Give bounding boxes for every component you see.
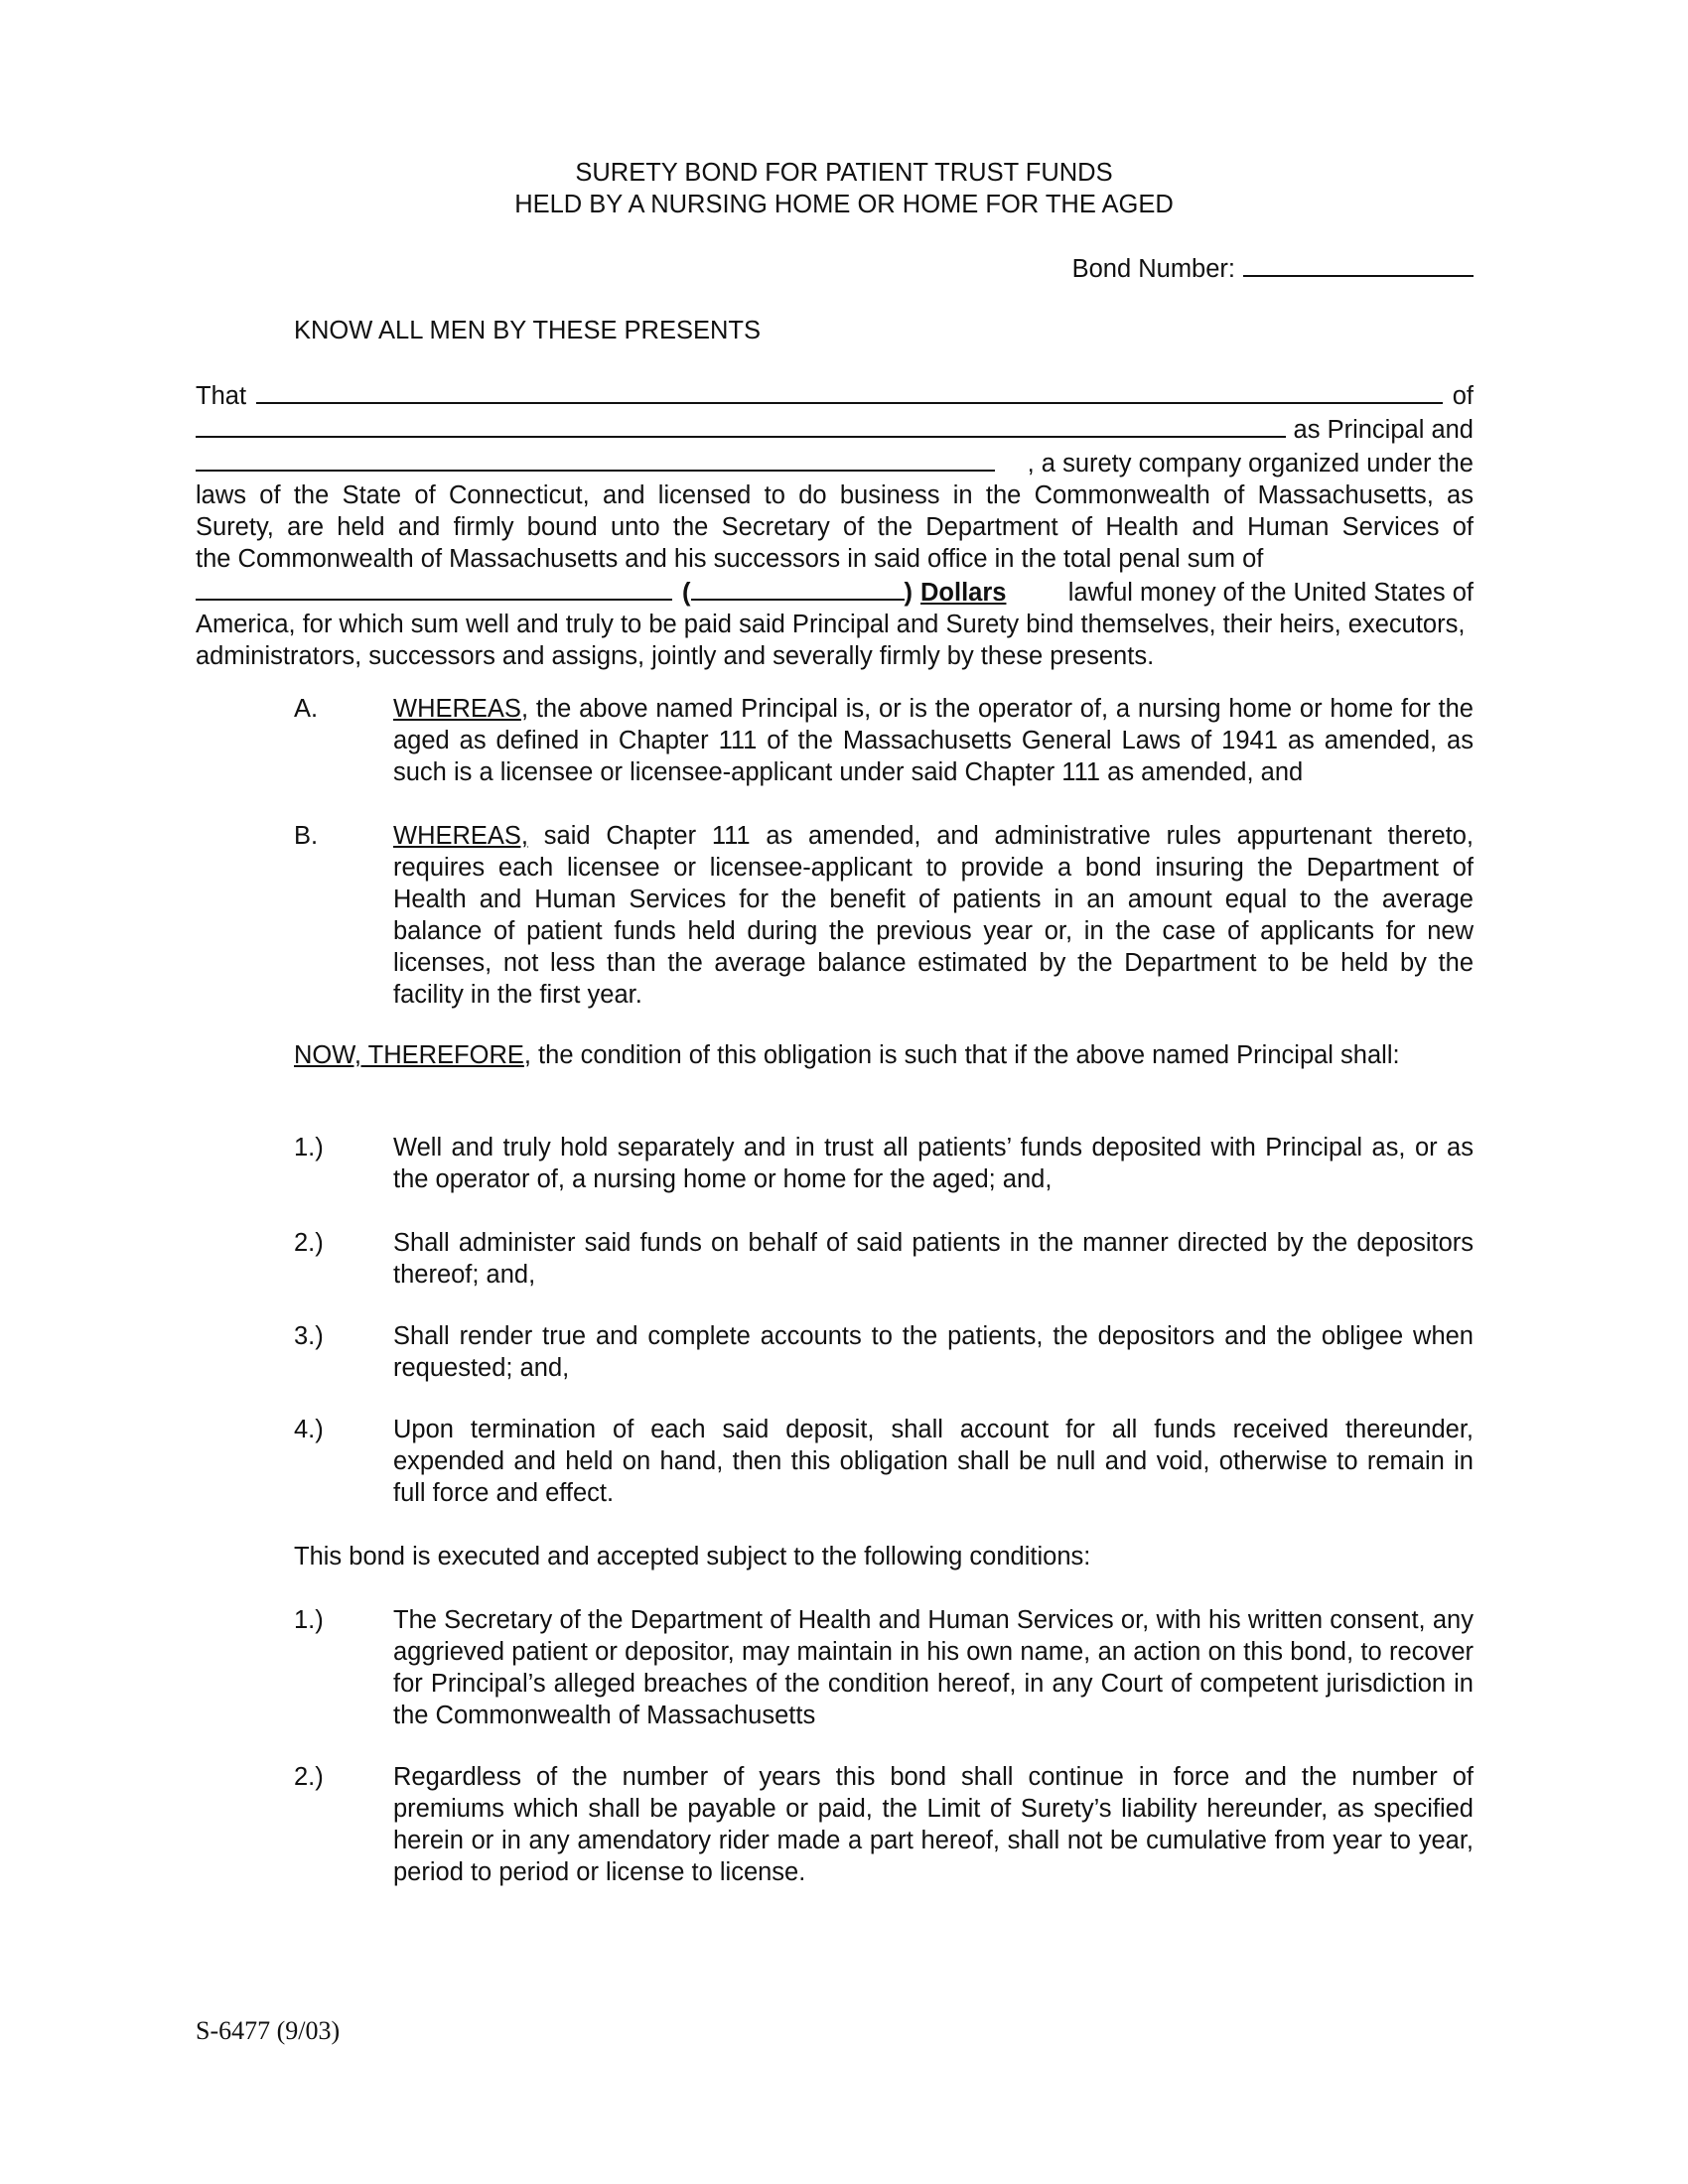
condition-item <box>294 1414 1474 1509</box>
lawful-money-label: lawful money of the United States of <box>1067 579 1474 607</box>
surety-company-label: , a surety company organized under the <box>1027 450 1474 478</box>
now-therefore-text: , the condition of this obligation is such that if the above named Principal shall: <box>523 1041 1400 1069</box>
intro-line: laws of the State of Connecticut, and licensed to do business in the Commonwealth of Massachusetts, as <box>196 481 1474 509</box>
item-text: Well and truly hold separately and in trust all patients’ funds deposited with Principal as, or as the operator of, a nursing home or home for the aged; and, <box>393 1134 1474 1193</box>
item-label: 1.) <box>294 1606 324 1634</box>
item-text: Upon termination of each said deposit, shall account for all funds received thereunder, expended and held on hand, then this obligation shall be null and void, otherwise to remain in full force and effect. <box>393 1416 1474 1507</box>
of-label: of <box>1452 382 1474 410</box>
intro-line: the Commonwealth of Massachusetts and his successors in said office in the total penal sum of <box>196 545 1264 573</box>
title-line: HELD BY A NURSING HOME OR HOME FOR THE AGED <box>514 191 1174 218</box>
that-label: That <box>196 382 247 410</box>
item-label: 2.) <box>294 1229 324 1257</box>
bond-number-field <box>1072 251 1474 285</box>
intro-paragraph <box>196 378 1474 672</box>
paren-open: ( <box>682 579 691 607</box>
item-label: A. <box>294 695 319 723</box>
subject-condition-item <box>294 1604 1474 1731</box>
subject-condition-item <box>294 1761 1474 1888</box>
item-label: 4.) <box>294 1416 324 1443</box>
document-title <box>0 157 1688 220</box>
dollars-label: Dollars <box>920 579 1007 607</box>
subject-intro: This bond is executed and accepted subject to the following conditions: <box>294 1543 1091 1570</box>
condition-item <box>294 1227 1474 1291</box>
paren-close: ) <box>904 579 913 607</box>
condition-item <box>294 1320 1474 1384</box>
item-text: Shall render true and complete accounts to the patients, the depositors and the obligee when requested; and, <box>393 1322 1474 1382</box>
principal-name-blank[interactable] <box>256 378 1443 404</box>
whereas-text: said Chapter 111 as amended, and administrative rules appurtenant thereto, requires each licensee or licensee-applicant to provide a bond insuring the Department of Health and Human Services for the benefit of patients in an amount equal to the average balance of patient funds held during the previous year or, in the case of applicants for new licenses, not less than the average balance estimated by the Department to be held by the facility in the first year. <box>393 822 1474 1009</box>
now-therefore-keyword: NOW, THEREFORE <box>294 1041 524 1069</box>
form-number-footer: S-6477 (9/03) <box>196 2016 341 2045</box>
intro-line: Surety, are held and firmly bound unto the Secretary of the Department of Health and Human Services of <box>196 513 1474 541</box>
whereas-a <box>294 693 1474 788</box>
whereas-keyword: WHEREAS, <box>393 822 529 850</box>
surety-name-blank[interactable] <box>196 446 995 472</box>
item-label: B. <box>294 822 319 850</box>
condition-item <box>294 1132 1474 1195</box>
as-principal-label: as Principal and <box>1293 416 1474 444</box>
item-text: The Secretary of the Department of Health and Human Services or, with his written consent, any aggrieved patient or depositor, may maintain in his own name, an action on this bond, to recover for Principal’s alleged breaches of the condition hereof, in any Court of competent jurisdiction in the Commonwealth of Massachusetts <box>393 1606 1474 1729</box>
bond-number-label: Bond Number: <box>1071 255 1235 283</box>
item-label: 2.) <box>294 1763 324 1791</box>
bond-number-blank[interactable] <box>1243 251 1474 277</box>
intro-closing: America, for which sum well and truly to be paid said Principal and Surety bind themselves, their heirs, executors, administrators, successors and assigns, jointly and severally firmly by these presents. <box>196 611 1466 670</box>
whereas-text: , the above named Principal is, or is the operator of, a nursing home or home for the aged as defined in Chapter 111 of the Massachusetts General Laws of 1941 as amended, as such is a licensee or licensee-applicant under said Chapter 111 as amended, and <box>393 695 1474 786</box>
item-label: 1.) <box>294 1134 324 1161</box>
sum-words-blank[interactable] <box>196 575 672 601</box>
principal-address-blank[interactable] <box>196 412 1286 438</box>
title-line: SURETY BOND FOR PATIENT TRUST FUNDS <box>575 159 1113 187</box>
item-text: Regardless of the number of years this bond shall continue in force and the number of premiums which shall be payable or paid, the Limit of Surety’s liability hereunder, as specified herein or in any amendatory rider made a part hereof, shall not be cumulative from year to year, period to period or license to license. <box>393 1763 1474 1886</box>
know-all-heading: KNOW ALL MEN BY THESE PRESENTS <box>294 317 761 344</box>
whereas-b <box>294 820 1474 1011</box>
sum-number-blank[interactable] <box>691 575 905 601</box>
whereas-keyword: WHEREAS <box>393 695 521 723</box>
item-label: 3.) <box>294 1322 324 1350</box>
item-text: Shall administer said funds on behalf of said patients in the manner directed by the depositors thereof; and, <box>393 1229 1474 1289</box>
now-therefore-paragraph <box>294 1039 1474 1071</box>
